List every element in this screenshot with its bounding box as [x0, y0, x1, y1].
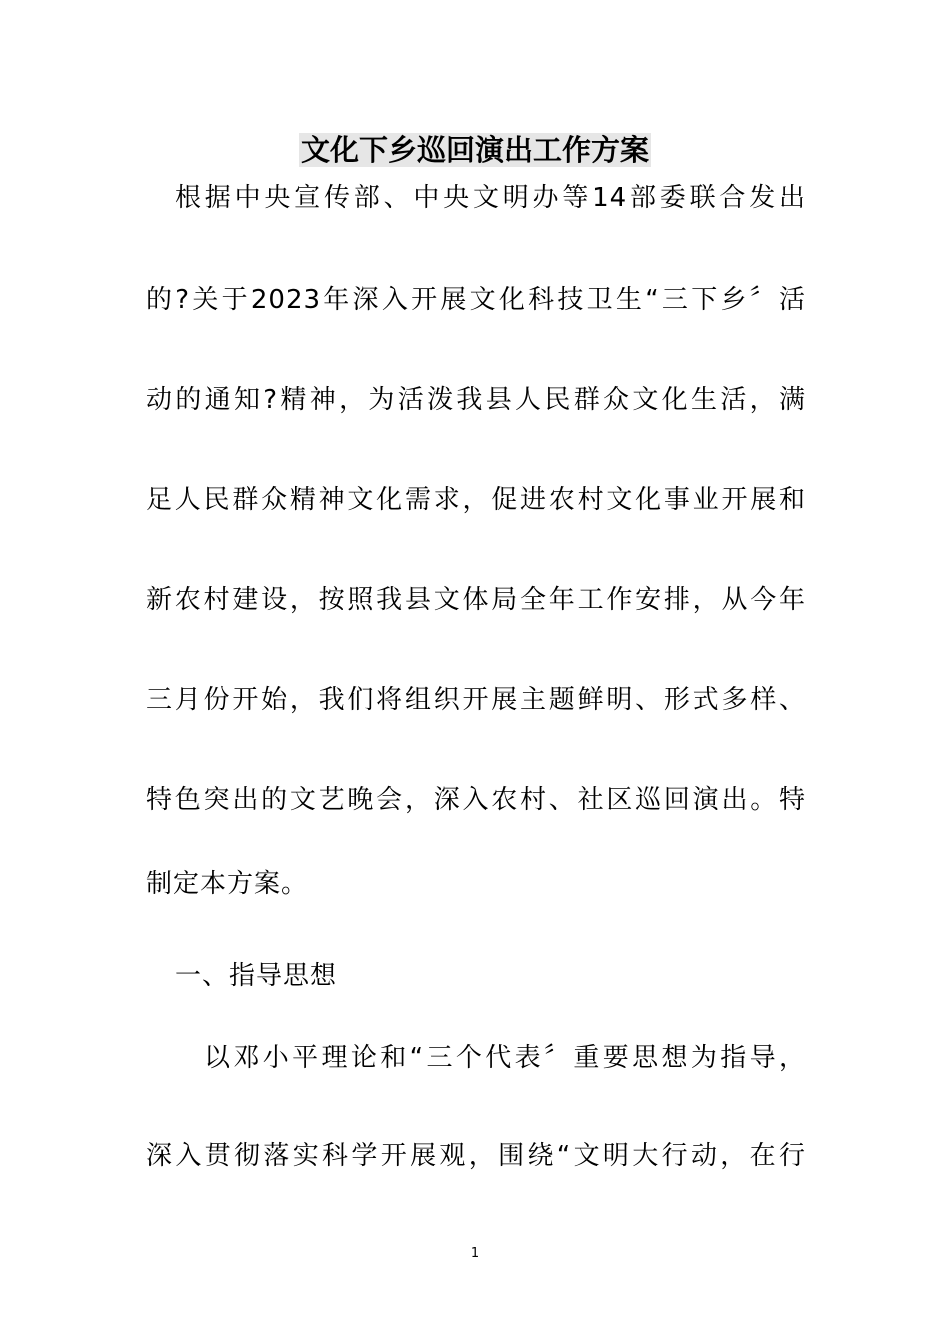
document-title: 文化下乡巡回演出工作方案 — [300, 133, 649, 167]
paragraph-line: 动的通知?精神，为活泼我县人民群众文化生活，满 — [146, 385, 806, 415]
paragraph-line: 制定本方案。 — [146, 869, 309, 899]
paragraph-line: 特色突出的文艺晚会，深入农村、社区巡回演出。特 — [146, 785, 806, 815]
paragraph-line: 三月份开始，我们将组织开展主题鲜明、形式多样、 — [146, 685, 806, 715]
paragraph-line: 足人民群众精神文化需求，促进农村文化事业开展和 — [146, 485, 806, 515]
page-number: 1 — [470, 1246, 480, 1261]
paragraph-line: 深入贯彻落实科学开展观，围绕“文明大行动，在行 — [146, 1141, 806, 1171]
section-heading: 一、指导思想 — [175, 961, 338, 991]
paragraph-line: 新农村建设，按照我县文体局全年工作安排，从今年 — [146, 585, 806, 615]
paragraph-line: 根据中央宣传部、中央文明办等14部委联合发出 — [175, 183, 806, 213]
paragraph-line: 的?关于2023年深入开展文化科技卫生“三下乡〞活 — [146, 285, 806, 315]
paragraph-line: 以邓小平理论和“三个代表〞重要思想为指导， — [204, 1043, 806, 1073]
